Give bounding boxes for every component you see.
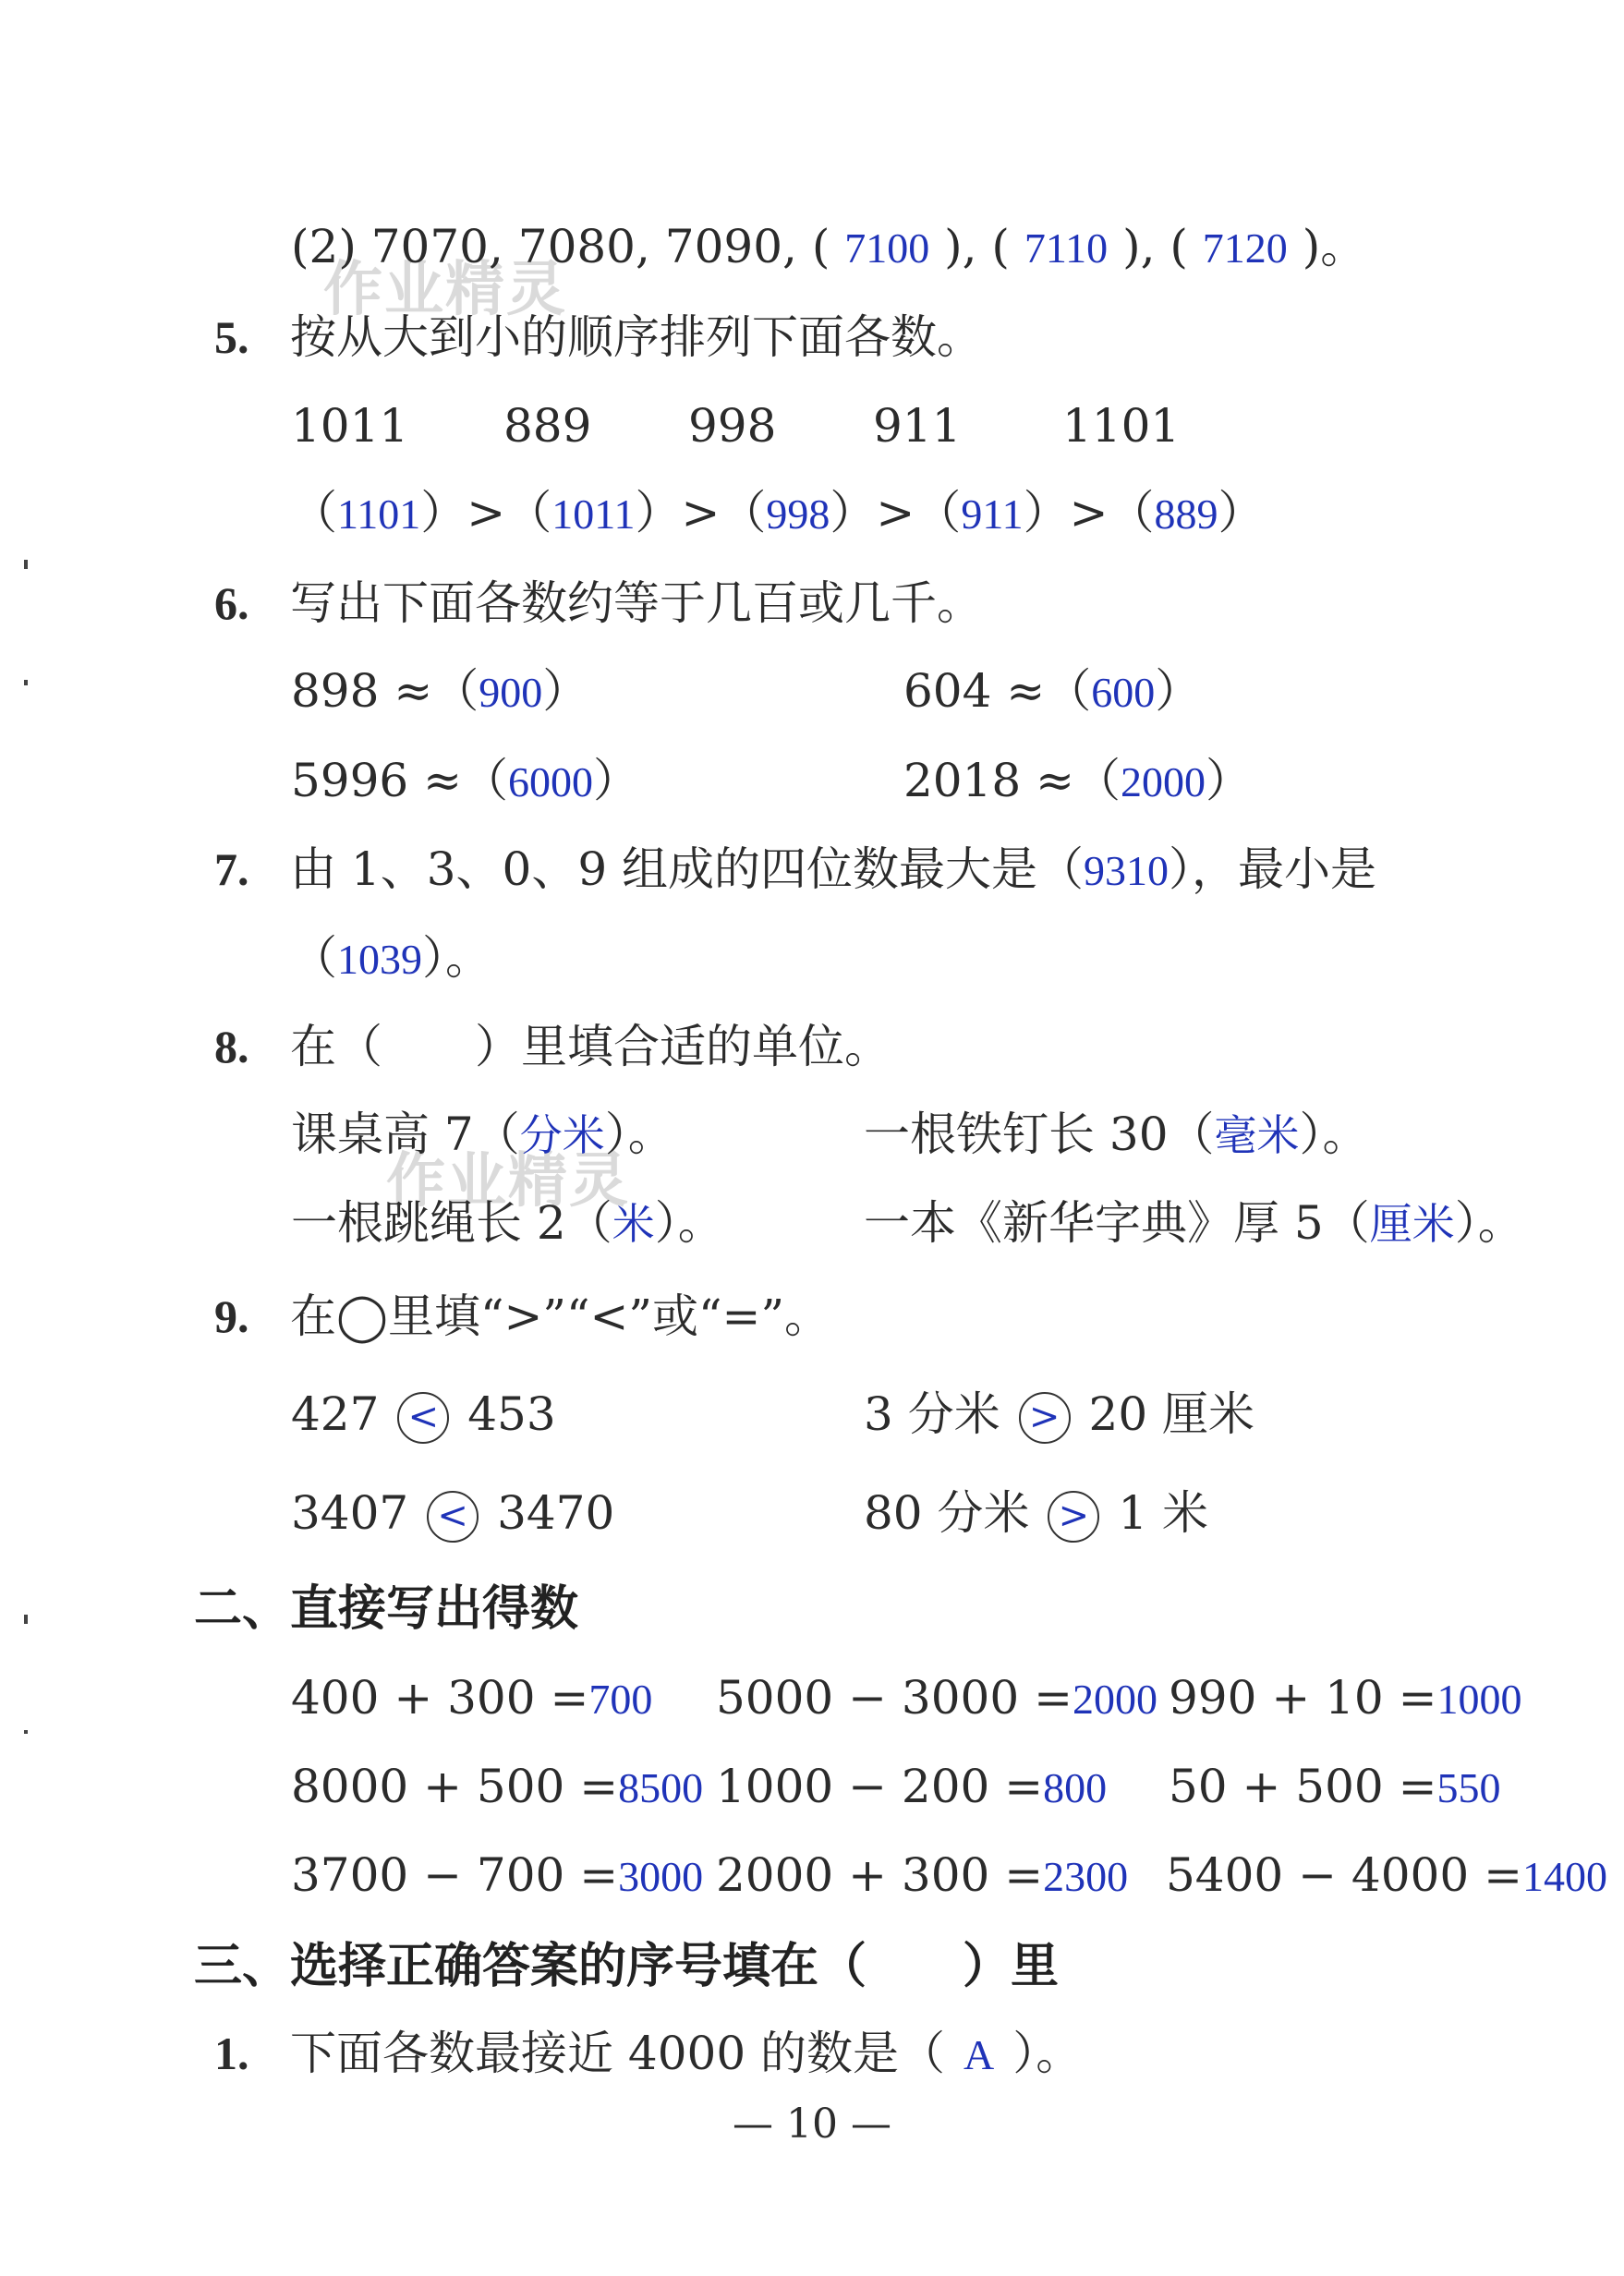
- q7-text-2: ），最小是: [1169, 842, 1377, 896]
- q5-text: 按从大到小的顺序排列下面各数。: [290, 310, 983, 364]
- watermark: 作业精灵: [323, 256, 567, 324]
- watermark: 作业精灵: [386, 1147, 630, 1216]
- q5-number-item: 889: [503, 399, 592, 453]
- q4-sep-1: ), (: [944, 220, 1010, 273]
- q4-answer-3: 7120: [1202, 224, 1288, 272]
- calc-item: [716, 1843, 1128, 1909]
- margin-mark: [24, 560, 28, 569]
- q8-prompt: [214, 1014, 891, 1079]
- margin-mark: [24, 1615, 28, 1624]
- q4-part2-line: [291, 214, 1366, 281]
- q8-item-question: 一根铁钉长 30（: [864, 1108, 1215, 1161]
- q8-text: 在（ ）里填合适的单位。: [290, 1020, 891, 1073]
- margin-mark: [24, 680, 28, 685]
- q6-item-question: 5996 ≈（: [291, 754, 509, 807]
- calc-answer: 2000: [1072, 1676, 1157, 1723]
- q7-number: 7.: [214, 843, 249, 895]
- calc-answer: 2300: [1043, 1853, 1129, 1900]
- q8-item-answer: 厘米: [1369, 1201, 1455, 1248]
- q7-line-2: [291, 926, 491, 992]
- q4-answer-1: 7100: [844, 224, 930, 272]
- q9-item: [864, 1481, 1208, 1545]
- q4-suffix: )。: [1302, 220, 1367, 273]
- q9-right: 1 米: [1118, 1486, 1209, 1540]
- q9-left: 80 分米: [864, 1486, 1030, 1540]
- calc-item: [716, 1754, 1107, 1821]
- q8-item: [291, 1102, 674, 1168]
- q5-answer-2: 1011: [551, 490, 636, 538]
- q6-item-question: 604 ≈（: [903, 664, 1092, 718]
- calc-question: 990 + 10 =: [1169, 1671, 1437, 1725]
- s3-q1-text: 下面各数最接近 4000 的数是（: [290, 2027, 946, 2080]
- q8-item-question: 一本《新华字典》厚 5（: [864, 1196, 1370, 1250]
- section-3-title: 三、选择正确答案的序号填在（ ）里: [194, 1939, 1060, 1994]
- margin-mark: [24, 1730, 28, 1734]
- q5-answer-5: 889: [1154, 490, 1218, 538]
- calc-answer: 8500: [618, 1764, 704, 1811]
- q6-item: [903, 748, 1252, 815]
- q9-left: 427: [291, 1387, 380, 1441]
- q8-item-end: ）。: [604, 1108, 674, 1161]
- q7-answer-2: 1039: [337, 936, 422, 983]
- calc-item: [1166, 1843, 1607, 1909]
- s3-q1-end: ）。: [1012, 2027, 1083, 2080]
- calc-question: 3700 − 700 =: [291, 1848, 619, 1902]
- q6-item-end: ）: [542, 664, 589, 718]
- calc-item: [1169, 1754, 1501, 1821]
- q9-answer-circle: <: [397, 1392, 449, 1444]
- calc-item: [716, 1665, 1157, 1732]
- q9-right: 453: [467, 1387, 556, 1441]
- q4-answer-2: 7110: [1024, 224, 1109, 272]
- q8-item-answer: 分米: [519, 1112, 605, 1159]
- q6-item: [291, 748, 639, 815]
- q9-right: 3470: [497, 1486, 615, 1540]
- q6-item-answer: 2000: [1121, 758, 1206, 805]
- q4-prefix: (2) 7070, 7080, 7090, (: [291, 220, 830, 273]
- q8-item-answer: 毫米: [1214, 1112, 1300, 1159]
- q4-sep-2: ), (: [1122, 220, 1188, 273]
- q5-prompt: [214, 305, 983, 369]
- calc-answer: 1400: [1521, 1853, 1607, 1900]
- q8-item-end: ）。: [1299, 1108, 1369, 1161]
- calc-item: [1169, 1665, 1522, 1732]
- q7-text-1: 由 1、3、0、9 组成的四位数最大是（: [290, 842, 1085, 896]
- q5-number-item: 1011: [291, 399, 409, 453]
- q6-item-end: ）: [1206, 754, 1253, 807]
- q6-number: 6.: [214, 577, 249, 629]
- q8-number: 8.: [214, 1021, 249, 1072]
- q9-answer-circle: <: [427, 1491, 479, 1543]
- q9-item: [291, 1481, 614, 1545]
- q6-item-question: 898 ≈（: [291, 664, 479, 718]
- q7-line-1: [214, 837, 1376, 903]
- calc-answer: 700: [588, 1676, 653, 1723]
- q5-number-item: 998: [688, 399, 777, 453]
- q9-answer-circle: >: [1048, 1491, 1099, 1543]
- q6-item-end: ）: [593, 754, 640, 807]
- q5-gt: ）>（: [635, 486, 767, 539]
- q5-number-item: 911: [873, 399, 962, 453]
- q5-answer-3: 998: [766, 490, 830, 538]
- calc-question: 400 + 300 =: [291, 1671, 589, 1725]
- q6-item-question: 2018 ≈（: [903, 754, 1121, 807]
- q9-left: 3 分米: [864, 1387, 1000, 1441]
- q8-item-question: 一根跳绳长 2（: [291, 1196, 612, 1250]
- q7-text-3: ）。: [422, 931, 491, 985]
- q9-item: [291, 1382, 556, 1447]
- q9-right: 20 厘米: [1088, 1387, 1255, 1441]
- calc-question: 8000 + 500 =: [291, 1760, 619, 1813]
- q6-text: 写出下面各数约等于几百或几千。: [290, 576, 983, 630]
- q5-number: 5.: [214, 311, 249, 363]
- q5-gt: ）>（: [420, 486, 552, 539]
- calc-question: 50 + 500 =: [1169, 1760, 1437, 1813]
- q9-number: 9.: [214, 1290, 249, 1342]
- q8-item-end: ）。: [654, 1196, 724, 1250]
- s3-q1-answer: A: [963, 2031, 995, 2078]
- q9-left: 3407: [291, 1486, 409, 1540]
- q7-answer-1: 9310: [1084, 847, 1170, 894]
- paren-close: ）: [1218, 486, 1265, 539]
- calc-item: [291, 1843, 703, 1909]
- q9-prompt: [214, 1284, 830, 1349]
- section-2-title: 二、直接写出得数: [194, 1581, 579, 1637]
- q5-numbers: [291, 393, 1180, 458]
- q9-answer-circle: >: [1019, 1392, 1071, 1444]
- paren-open: （: [291, 486, 337, 539]
- q9-item: [864, 1382, 1254, 1447]
- q5-number-item: 1101: [1062, 399, 1181, 453]
- q9-text: 在◯里填“>”“<”或“=”。: [290, 1289, 831, 1343]
- q6-item: [291, 659, 588, 725]
- q8-item-answer: 米: [612, 1201, 655, 1248]
- calc-item: [291, 1754, 703, 1821]
- q5-gt: ）>（: [1023, 486, 1155, 539]
- q5-answer-4: 911: [961, 490, 1024, 538]
- q6-item-answer: 900: [479, 669, 543, 716]
- q7-paren-open: （: [291, 931, 337, 985]
- q5-answer-1: 1101: [337, 490, 421, 538]
- q5-gt: ）>（: [830, 486, 962, 539]
- q5-answer-line: [291, 480, 1265, 547]
- page-number: — 10 —: [733, 2100, 891, 2148]
- q8-item: [864, 1191, 1524, 1257]
- q8-item: [291, 1191, 724, 1257]
- q6-item-answer: 600: [1091, 669, 1156, 716]
- calc-question: 1000 − 200 =: [716, 1760, 1044, 1813]
- q6-item: [903, 659, 1201, 725]
- q6-prompt: [214, 571, 983, 636]
- q8-item-end: ）。: [1454, 1196, 1524, 1250]
- calc-answer: 1000: [1436, 1676, 1522, 1723]
- q6-item-end: ）: [1155, 664, 1202, 718]
- calc-question: 5000 − 3000 =: [716, 1671, 1073, 1725]
- calc-answer: 800: [1043, 1764, 1108, 1811]
- s3-q1-number: 1.: [214, 2028, 249, 2079]
- calc-question: 5400 − 4000 =: [1166, 1848, 1522, 1902]
- calc-question: 2000 + 300 =: [716, 1848, 1044, 1902]
- q8-item-question: 课桌高 7（: [291, 1108, 520, 1161]
- calc-item: [291, 1665, 652, 1732]
- calc-answer: 3000: [618, 1853, 704, 1900]
- q8-item: [864, 1102, 1369, 1168]
- q6-item-answer: 6000: [508, 758, 594, 805]
- s3-q1: [214, 2021, 1082, 2088]
- calc-answer: 550: [1436, 1764, 1501, 1811]
